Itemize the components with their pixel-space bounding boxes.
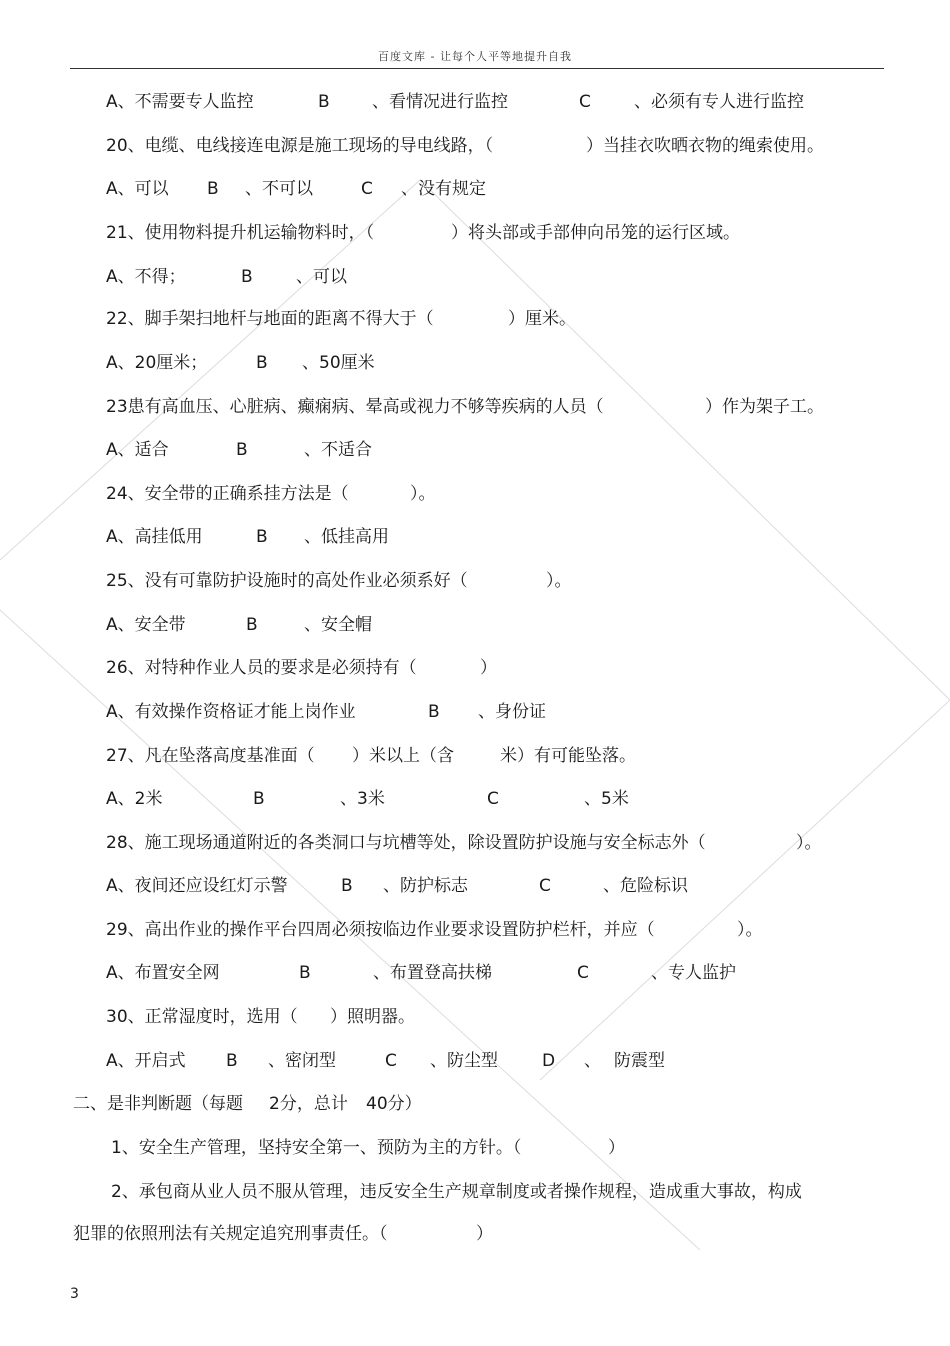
text-segment: 、不适合 (304, 440, 372, 460)
text-segment: 、防尘型 (430, 1051, 498, 1071)
text-segment: B (246, 615, 258, 635)
text-segment: 、看情况进行监控 (372, 92, 508, 112)
text-line (0, 784, 950, 814)
text-segment: 米）有可能坠落。 (500, 746, 636, 766)
text-line (0, 522, 950, 552)
text-segment: C (577, 963, 589, 983)
text-line (0, 435, 950, 465)
text-segment: ） (608, 1138, 625, 1158)
text-line (0, 218, 950, 248)
text-segment: 犯罪的依照刑法有关规定追究刑事责任。（ (73, 1224, 388, 1244)
text-line (0, 1133, 950, 1163)
text-segment: 、危险标识 (603, 876, 688, 896)
text-segment: ）作为架子工。 (705, 397, 824, 417)
text-line (0, 262, 950, 292)
text-segment: 、防护标志 (383, 876, 468, 896)
text-segment: 、5米 (584, 789, 629, 809)
text-line (0, 1002, 950, 1032)
text-segment: 、布置登高扶梯 (373, 963, 492, 983)
page-number: 3 (70, 1286, 79, 1302)
text-segment: A、2米 (106, 789, 163, 809)
text-line (0, 653, 950, 683)
text-segment: 2分，总计 (269, 1094, 348, 1114)
text-segment: C (487, 789, 499, 809)
text-line (0, 610, 950, 640)
text-line (0, 1089, 950, 1119)
text-segment: C (361, 179, 373, 199)
text-segment: 、安全帽 (304, 615, 372, 635)
text-segment: 二、是非判断题（每题 (73, 1094, 243, 1114)
text-segment: 、必须有专人进行监控 (634, 92, 804, 112)
text-segment: ） (480, 658, 497, 678)
text-line (0, 566, 950, 596)
text-segment: A、高挂低用 (106, 527, 203, 547)
text-segment: 24、安全带的正确系挂方法是（ (106, 484, 349, 504)
text-segment: ）。 (796, 833, 822, 853)
text-segment: A、不需要专人监控 (106, 92, 254, 112)
text-line (0, 1177, 950, 1207)
text-segment: B (341, 876, 353, 896)
text-segment: B (256, 353, 268, 373)
text-segment: B (226, 1051, 238, 1071)
text-segment: 、50厘米 (302, 353, 375, 373)
text-line (0, 958, 950, 988)
text-segment: ）照明器。 (330, 1007, 415, 1027)
text-segment: B (428, 702, 440, 722)
text-segment: 27、凡在坠落高度基准面（ (106, 746, 315, 766)
text-segment: 、身份证 (478, 702, 546, 722)
text-segment: 22、脚手架扫地杆与地面的距离不得大于（ (106, 309, 434, 329)
text-segment: C (579, 92, 591, 112)
text-segment: 21、使用物料提升机运输物料时，（ (106, 223, 375, 243)
text-line (0, 131, 950, 161)
text-segment: A、有效操作资格证才能上岗作业 (106, 702, 356, 722)
text-line (0, 304, 950, 334)
text-segment: 、可以 (296, 267, 347, 287)
text-segment: D (542, 1051, 556, 1071)
text-segment: ）。 (737, 920, 763, 940)
text-segment: 、没有规定 (401, 179, 486, 199)
text-segment: 30、正常湿度时，选用（ (106, 1007, 298, 1027)
text-segment: C (385, 1051, 397, 1071)
header-rule (70, 68, 884, 69)
text-segment: B (207, 179, 219, 199)
text-segment: A、20厘米； (106, 353, 208, 373)
text-line (0, 348, 950, 378)
text-segment: 40分） (366, 1094, 422, 1114)
text-line (0, 741, 950, 771)
text-segment: B (253, 789, 265, 809)
text-line (0, 174, 950, 204)
text-segment: B (299, 963, 311, 983)
text-segment: 、低挂高用 (304, 527, 389, 547)
text-segment: 、3米 (340, 789, 385, 809)
text-line (0, 392, 950, 422)
text-line (0, 697, 950, 727)
text-segment: ）。 (546, 571, 572, 591)
text-segment: ）将头部或手部伸向吊笼的运行区域。 (451, 223, 740, 243)
text-segment: C (539, 876, 551, 896)
text-segment: 1、安全生产管理，坚持安全第一、预防为主的方针。（ (111, 1138, 522, 1158)
text-segment: ） (476, 1224, 493, 1244)
text-segment: 、专人监护 (651, 963, 736, 983)
text-line (0, 479, 950, 509)
text-line (0, 828, 950, 858)
text-segment: 25、没有可靠防护设施时的高处作业必须系好（ (106, 571, 468, 591)
text-segment: 20、电缆、电线接连电源是施工现场的导电线路，（ (106, 136, 494, 156)
text-segment: 26、对特种作业人员的要求是必须持有（ (106, 658, 417, 678)
text-segment: A、安全带 (106, 615, 186, 635)
text-segment: ）厘米。 (508, 309, 576, 329)
text-segment: A、布置安全网 (106, 963, 220, 983)
text-line (0, 87, 950, 117)
text-segment: ）。 (410, 484, 436, 504)
text-segment: 、 (584, 1051, 601, 1071)
text-segment: B (241, 267, 253, 287)
page-header: 百度文库 - 让每个人平等地提升自我 (378, 50, 572, 63)
text-segment: A、开启式 (106, 1051, 186, 1071)
text-segment: A、不得； (106, 267, 186, 287)
text-line (0, 915, 950, 945)
text-segment: 29、高出作业的操作平台四周必须按临边作业要求设置防护栏杆，并应（ (106, 920, 655, 940)
text-line (0, 871, 950, 901)
text-segment: ）米以上（含 (352, 746, 454, 766)
text-segment: B (318, 92, 330, 112)
text-segment: A、可以 (106, 179, 169, 199)
text-segment: 、密闭型 (268, 1051, 336, 1071)
text-segment: A、夜间还应设红灯示警 (106, 876, 288, 896)
text-segment: 、不可以 (245, 179, 313, 199)
text-segment: 防震型 (614, 1051, 665, 1071)
text-segment: A、适合 (106, 440, 169, 460)
text-segment: 28、施工现场通道附近的各类洞口与坑槽等处，除设置防护设施与安全标志外（ (106, 833, 706, 853)
text-line (0, 1046, 950, 1076)
text-line (0, 1219, 950, 1249)
text-segment: 2、承包商从业人员不服从管理，违反安全生产规章制度或者操作规程，造成重大事故，构成 (111, 1182, 802, 1202)
text-segment: ）当挂衣吹晒衣物的绳索使用。 (586, 136, 824, 156)
text-segment: B (236, 440, 248, 460)
text-segment: 23患有高血压、心脏病、癫痫病、晕高或视力不够等疾病的人员（ (106, 397, 604, 417)
text-segment: B (256, 527, 268, 547)
